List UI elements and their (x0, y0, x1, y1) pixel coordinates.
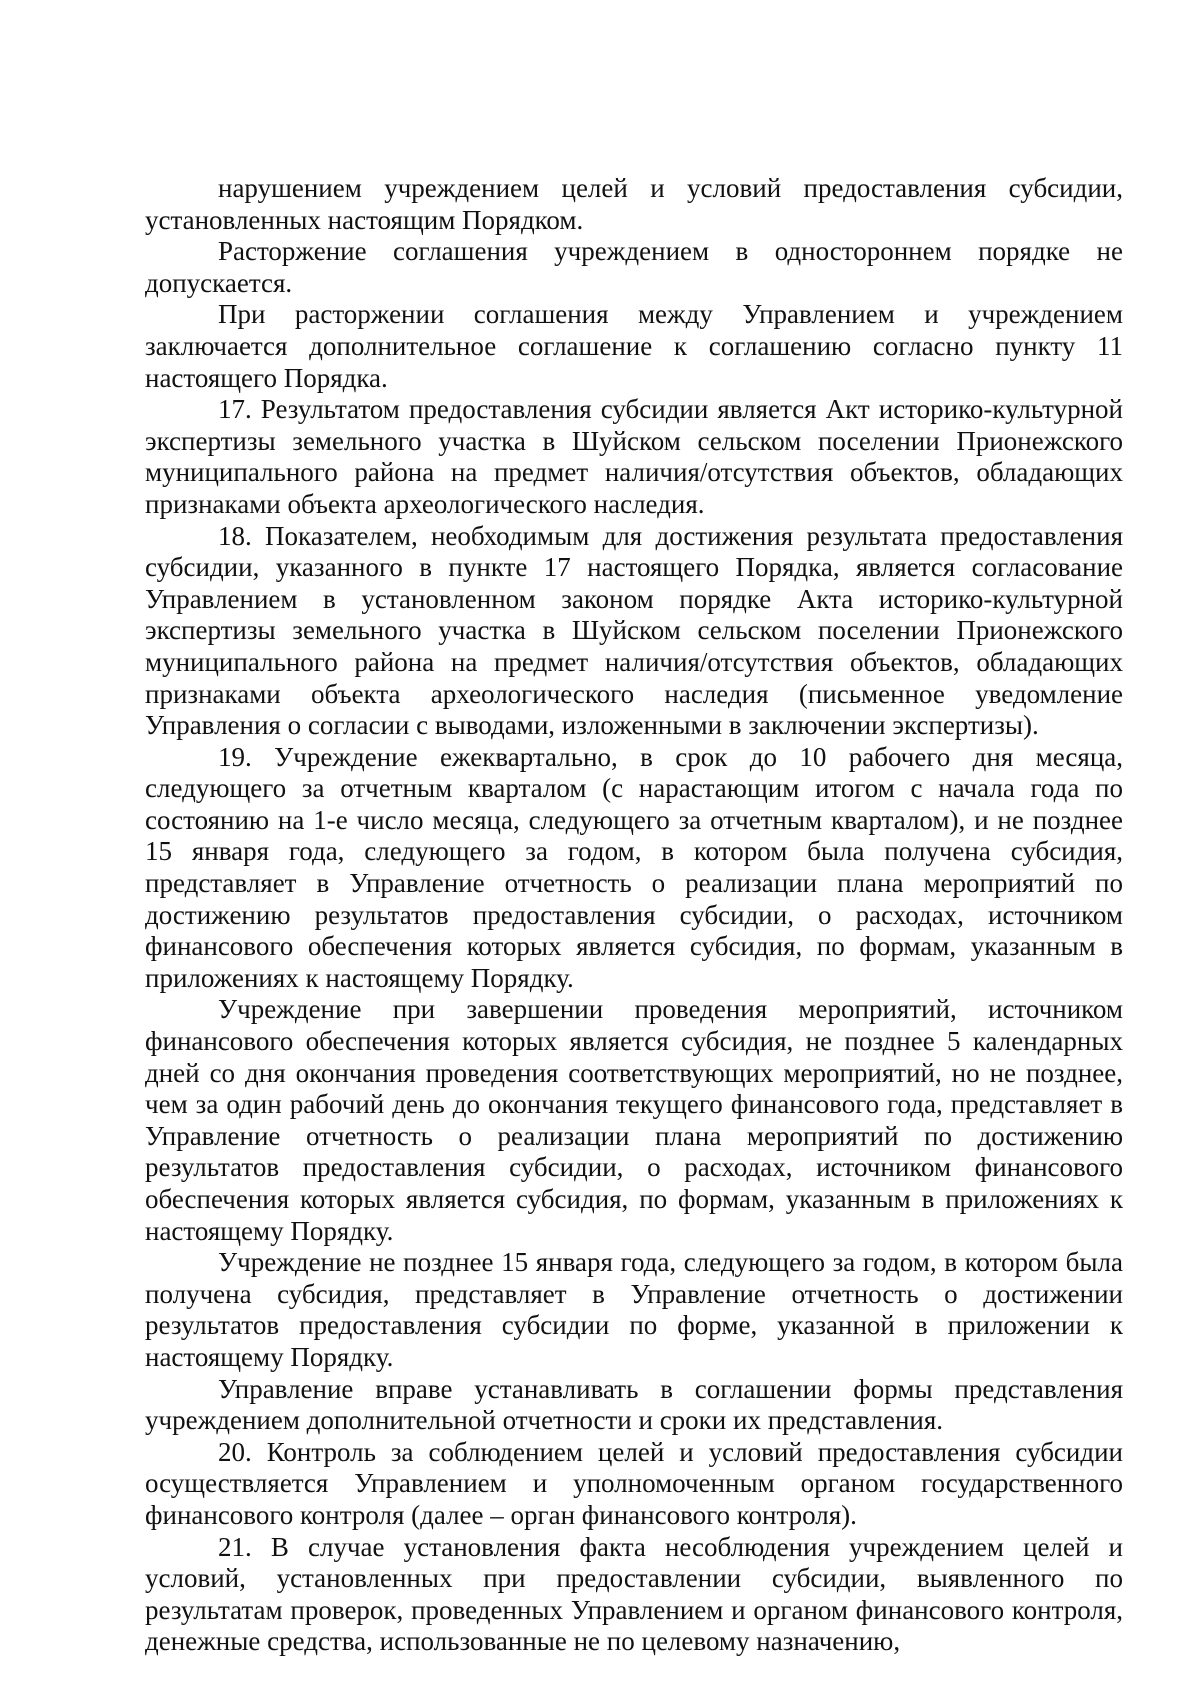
paragraph-item-17: 17. Результатом предоставления субсидии является Акт историко-культурной экспертизы земельного участка в Шуйском сельском поселении Прионежского муниципального района на предмет наличия/отсутствия объектов, обладающих признаками объекта археологического наследия. (145, 394, 1123, 519)
paragraph-additional-reporting: Управление вправе устанавливать в соглашении формы представления учреждением дополнительной отчетности и сроки их представления. (145, 1373, 1123, 1436)
paragraph-termination-agreement: При расторжении соглашения между Управлением и учреждением заключается дополнительное соглашение к соглашению согласно пункту 11 настоящего Порядка. (145, 299, 1123, 393)
paragraph-annual-reporting: Учреждение не позднее 15 января года, следующего за годом, в котором была получена субсидия, представляет в Управление отчетность о достижении результатов предоставления субсидии по форме, указанной в приложении к настоящему Порядку. (145, 1247, 1123, 1372)
paragraph-item-20: 20. Контроль за соблюдением целей и условий предоставления субсидии осуществляется Управлением и уполномоченным органом государственного финансового контроля (далее – орган финансового контроля). (145, 1436, 1123, 1530)
paragraph-unilateral-termination: Расторжение соглашения учреждением в одностороннем порядке не допускается. (145, 236, 1123, 298)
paragraph-item-19: 19. Учреждение ежеквартально, в срок до 10 рабочего дня месяца, следующего за отчетным кварталом (с нарастающим итогом с начала года по состоянию на 1-е число месяца, следующего за отчетным кварталом), и не позднее 15 января года, следующего за годом, в котором была получена субсидия, представляет в Управление отчетность о реализации плана мероприятий по достижению результатов предоставления субсидии, о расходах, источником финансового обеспечения которых является субсидия, по формам, указанным в приложениях к настоящему Порядку. (145, 741, 1123, 993)
paragraph-completion-reporting: Учреждение при завершении проведения мероприятий, источником финансового обеспечения которых является субсидия, не позднее 5 календарных дней со дня окончания проведения соответствующих мероприятий, но не позднее, чем за один рабочий день до окончания текущего финансового года, представляет в Управление отчетность о реализации плана мероприятий по достижению результатов предоставления субсидии, о расходах, источником финансового обеспечения которых является субсидия, по формам, указанным в приложениях к настоящему Порядку. (145, 994, 1123, 1246)
document-body (145, 173, 1123, 1658)
paragraph-item-21: 21. В случае установления факта несоблюдения учреждением целей и условий, установленных при предоставлении субсидии, выявленного по результатам проверок, проведенных Управлением и органом финансового контроля, денежные средства, использованные не по целевому назначению, (145, 1531, 1123, 1657)
paragraph-violation-continuation: нарушением учреждением целей и условий предоставления субсидии, установленных настоящим Порядком. (145, 173, 1123, 235)
paragraph-item-18: 18. Показателем, необходимым для достижения результата предоставления субсидии, указанного в пункте 17 настоящего Порядка, является согласование Управлением в установленном законом порядке Акта историко-культурной экспертизы земельного участка в Шуйском сельском поселении Прионежского муниципального района на предмет наличия/отсутствия объектов, обладающих признаками объекта археологического наследия (письменное уведомление Управления о согласии с выводами, изложенными в заключении экспертизы). (145, 520, 1123, 741)
